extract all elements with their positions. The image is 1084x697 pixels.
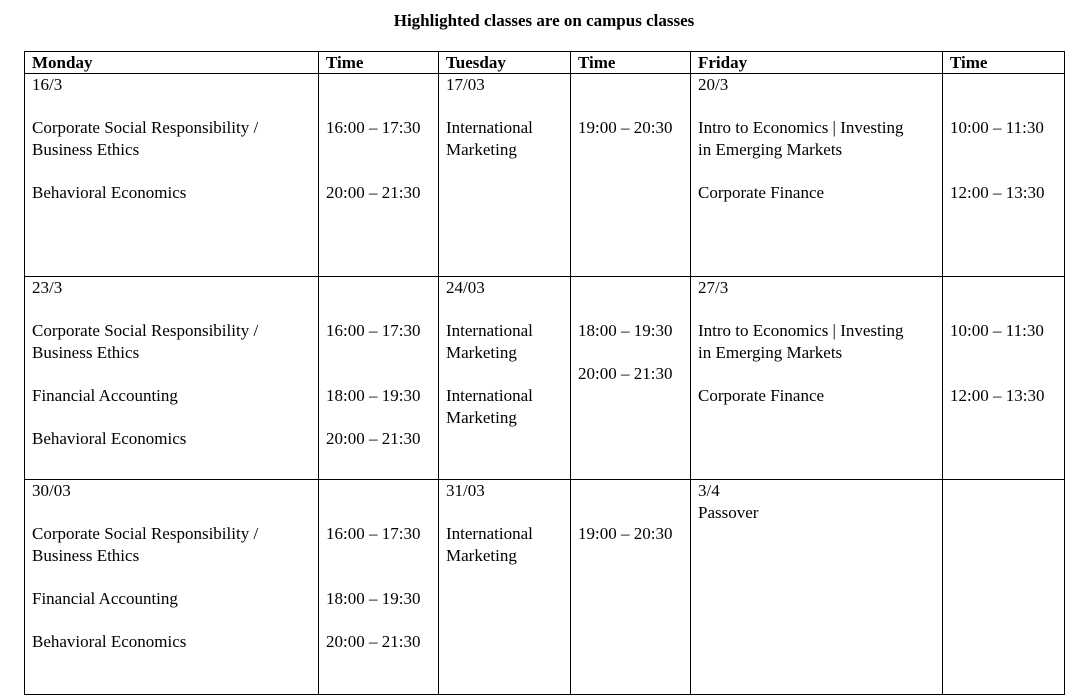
header-row [25, 52, 1065, 74]
class-time: 16:00 – 17:30 [326, 118, 421, 137]
holiday-note: Passover [698, 503, 759, 522]
class-name-line: Intro to Economics | Investing [698, 321, 904, 340]
class-time: 20:00 – 21:30 [326, 183, 421, 202]
class-time: 20:00 – 21:30 [326, 632, 421, 651]
class-name-line: Behavioral Economics [32, 429, 187, 448]
tuesday-time-cell [571, 480, 691, 695]
class-time: 20:00 – 21:30 [326, 429, 421, 448]
friday-time-cell [943, 277, 1065, 480]
date-label: 31/03 [446, 481, 485, 500]
header-time: Time [319, 52, 439, 74]
date-label: 20/3 [698, 75, 729, 94]
week-row [25, 277, 1065, 480]
monday-time-cell [319, 480, 439, 695]
class-name-line: Intro to Economics | Investing [698, 118, 904, 137]
class-name-line: in Emerging Markets [698, 343, 843, 362]
class-name-line: Behavioral Economics [32, 632, 187, 651]
monday-time-cell [319, 74, 439, 277]
page-title: Highlighted classes are on campus classes [393, 11, 695, 30]
class-name-line: Financial Accounting [32, 386, 178, 405]
monday-cell [25, 480, 319, 695]
friday-cell [691, 74, 943, 277]
class-name-line: Corporate Social Responsibility / [32, 321, 259, 340]
class-entry [698, 117, 942, 161]
class-time: 19:00 – 20:30 [578, 118, 673, 137]
class-time: 20:00 – 21:30 [578, 364, 673, 383]
class-time: 12:00 – 13:30 [950, 386, 1045, 405]
class-time: 19:00 – 20:30 [578, 524, 673, 543]
header-monday: Monday [25, 52, 319, 74]
friday-cell [691, 480, 943, 695]
tuesday-time-cell [571, 277, 691, 480]
header-time: Time [943, 52, 1065, 74]
class-name-line: Behavioral Economics [32, 183, 187, 202]
class-name-line: Financial Accounting [32, 589, 178, 608]
date-label: 24/03 [446, 278, 485, 297]
class-name-line: Marketing [446, 140, 517, 159]
header-time: Time [571, 52, 691, 74]
date-label: 23/3 [32, 278, 63, 297]
tuesday-cell [439, 277, 571, 480]
class-name-line: Business Ethics [32, 546, 140, 565]
date-label: 27/3 [698, 278, 729, 297]
class-entry [698, 385, 942, 407]
class-name-line: International [446, 386, 533, 405]
tuesday-cell [439, 74, 571, 277]
class-name-line: Corporate Finance [698, 386, 825, 405]
monday-cell [25, 74, 319, 277]
class-entry [446, 523, 570, 567]
class-time: 10:00 – 11:30 [950, 118, 1044, 137]
class-entry [446, 385, 570, 429]
class-entry [698, 182, 942, 204]
class-entry [32, 523, 318, 567]
monday-cell [25, 277, 319, 480]
class-time: 18:00 – 19:30 [326, 386, 421, 405]
date-label: 16/3 [32, 75, 63, 94]
class-entry [32, 428, 318, 450]
class-name-line: in Emerging Markets [698, 140, 843, 159]
week-row [25, 74, 1065, 277]
monday-time-cell [319, 277, 439, 480]
schedule-table [24, 51, 1065, 695]
class-time: 16:00 – 17:30 [326, 524, 421, 543]
class-entry [32, 182, 318, 204]
class-name-line: International [446, 321, 533, 340]
class-name-line: Business Ethics [32, 140, 140, 159]
class-time: 16:00 – 17:30 [326, 321, 421, 340]
class-name-line: Corporate Social Responsibility / [32, 118, 259, 137]
class-name-line: Marketing [446, 343, 517, 362]
class-time: 18:00 – 19:30 [326, 589, 421, 608]
week-row [25, 480, 1065, 695]
class-time: 18:00 – 19:30 [578, 321, 673, 340]
class-time: 12:00 – 13:30 [950, 183, 1045, 202]
header-tuesday: Tuesday [439, 52, 571, 74]
class-entry [446, 117, 570, 161]
class-entry [32, 385, 318, 407]
friday-time-cell [943, 74, 1065, 277]
class-time: 10:00 – 11:30 [950, 321, 1044, 340]
class-name-line: Marketing [446, 408, 517, 427]
class-name-line: Corporate Social Responsibility / [32, 524, 259, 543]
class-entry [32, 320, 318, 364]
class-entry [32, 631, 318, 653]
class-name-line: Corporate Finance [698, 183, 825, 202]
tuesday-time-cell [571, 74, 691, 277]
class-name-line: International [446, 118, 533, 137]
class-entry [446, 320, 570, 364]
class-name-line: Business Ethics [32, 343, 140, 362]
class-name-line: International [446, 524, 533, 543]
date-label: 17/03 [446, 75, 485, 94]
friday-cell [691, 277, 943, 480]
tuesday-cell [439, 480, 571, 695]
date-label: 30/03 [32, 481, 71, 500]
friday-time-cell [943, 480, 1065, 695]
class-entry [698, 320, 942, 364]
date-label: 3/4 [698, 481, 720, 500]
header-friday: Friday [691, 52, 943, 74]
class-name-line: Marketing [446, 546, 517, 565]
class-entry [32, 117, 318, 161]
class-entry [32, 588, 318, 610]
